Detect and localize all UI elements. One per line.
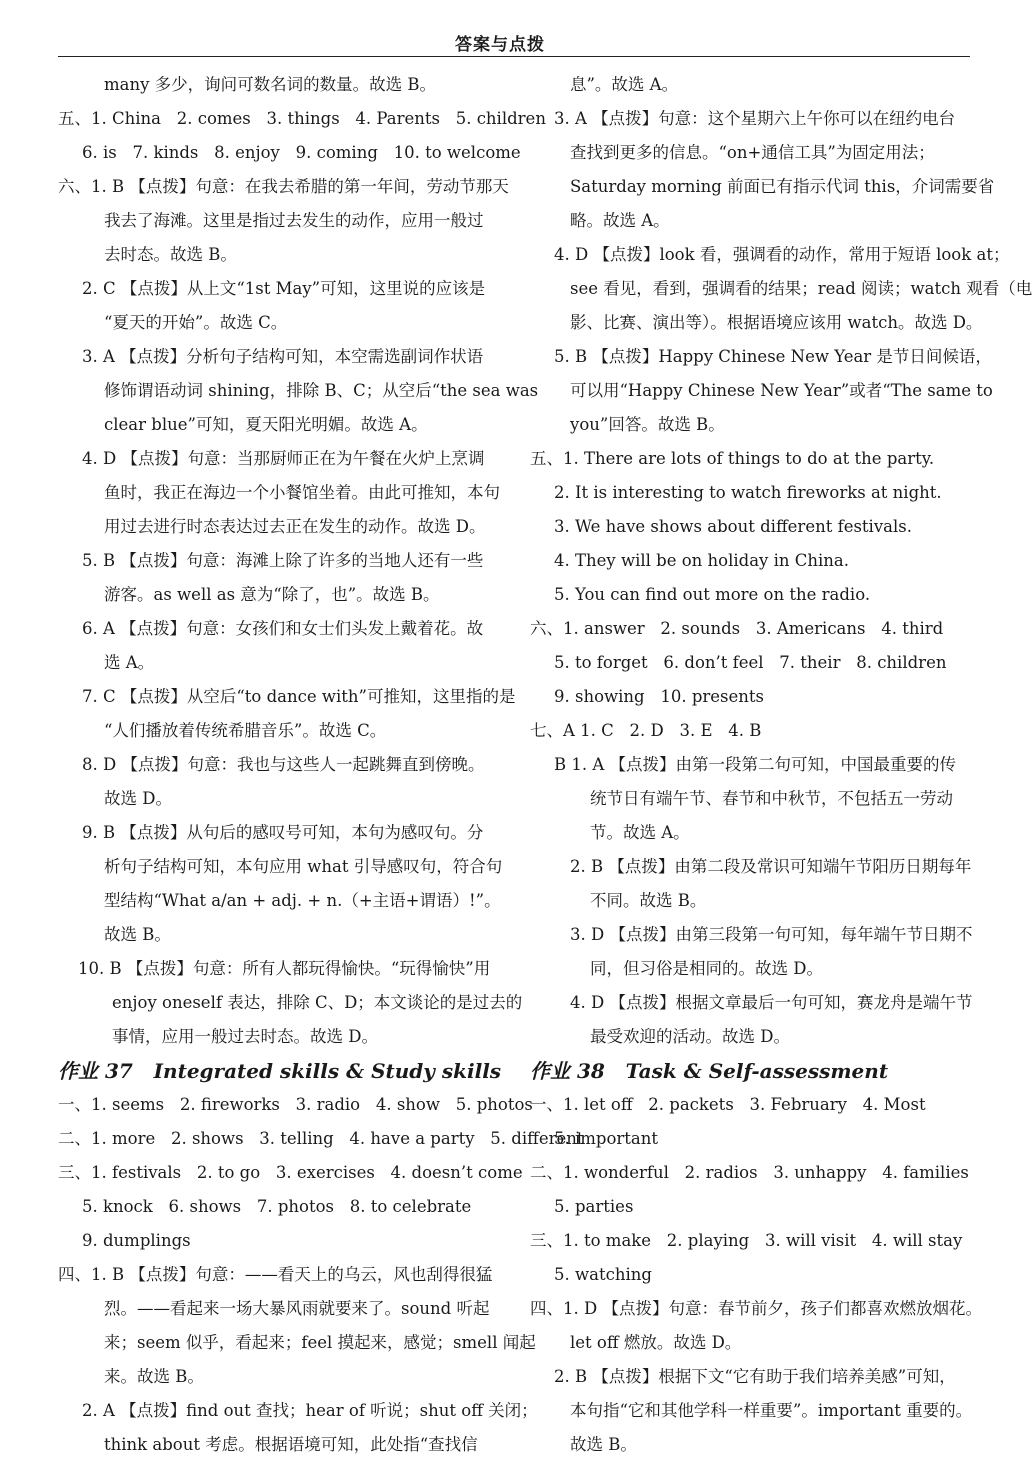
answer-line: 六、1. B 【点拨】句意：在我去希腊的第一年间，劳动节那天 <box>58 177 509 196</box>
answer-line: 故选 B。 <box>570 1435 637 1454</box>
answer-line: 五、1. China 2. comes 3. things 4. Parents 5. children <box>58 109 546 128</box>
answer-line: 一、1. let off 2. packets 3. February 4. Most <box>530 1095 926 1114</box>
answer-line: 六、1. answer 2. sounds 3. Americans 4. third <box>530 619 944 638</box>
left-column <box>58 68 584 1462</box>
answer-line: 5. watching <box>554 1265 652 1284</box>
answer-line: 5. important <box>554 1129 659 1148</box>
answer-line: 2. It is interesting to watch fireworks at night. <box>554 483 942 502</box>
answer-line: 10. B 【点拨】句意：所有人都玩得愉快。“玩得愉快”用 <box>78 959 491 978</box>
answer-line: 事情，应用一般过去时态。故选 D。 <box>112 1027 378 1046</box>
answer-line: 最受欢迎的活动。故选 D。 <box>590 1027 790 1046</box>
answer-line: 节。故选 A。 <box>590 823 690 842</box>
answer-line: 二、1. more 2. shows 3. telling 4. have a party 5. different <box>58 1129 584 1148</box>
answer-line: 查找到更多的信息。“on+通信工具”为固定用法； <box>570 143 935 162</box>
answer-line: enjoy oneself 表达，排除 C、D；本文谈论的是过去的 <box>112 993 523 1012</box>
page-header-title: 答案与点拨 <box>455 35 545 55</box>
answer-line: 5. to forget 6. don’t feel 7. their 8. children <box>554 653 947 672</box>
answer-line: Saturday morning 前面已有指示代词 this，介词需要省 <box>570 177 995 196</box>
answer-line: 选 A。 <box>104 653 155 672</box>
answer-line: 息”。故选 A。 <box>570 75 679 94</box>
answer-line: 4. D 【点拨】根据文章最后一句可知，赛龙舟是端午节 <box>570 993 973 1012</box>
answer-line: 我去了海滩。这里是指过去发生的动作，应用一般过 <box>104 211 484 230</box>
answer-line: 游客。as well as 意为“除了，也”。故选 B。 <box>104 585 440 604</box>
answer-line: 故选 D。 <box>104 789 172 808</box>
answer-line: 三、1. festivals 2. to go 3. exercises 4. doesn’t come <box>58 1163 523 1182</box>
answer-line: B 1. A 【点拨】由第一段第二句可知，中国最重要的传 <box>554 755 957 774</box>
answer-line: let off 燃放。故选 D。 <box>570 1333 742 1352</box>
right-column <box>530 68 1032 1462</box>
answer-line: 用过去进行时态表达过去正在发生的动作。故选 D。 <box>104 517 486 536</box>
answer-line: 不同。故选 B。 <box>590 891 707 910</box>
answer-line: 故选 B。 <box>104 925 171 944</box>
answer-line: 4. D 【点拨】look 看，强调看的动作，常用于短语 look at； <box>554 245 1010 264</box>
answer-line: 统节日有端午节、春节和中秋节，不包括五一劳动 <box>590 789 953 808</box>
answer-line: 2. B 【点拨】根据下文“它有助于我们培养美感”可知， <box>554 1367 956 1386</box>
answer-line: 影、比赛、演出等）。根据语境应该用 watch。故选 D。 <box>570 313 983 332</box>
answer-line: 5. You can find out more on the radio. <box>554 585 871 604</box>
answer-line: 5. knock 6. shows 7. photos 8. to celebrate <box>82 1197 472 1216</box>
answer-line: 二、1. wonderful 2. radios 3. unhappy 4. families <box>530 1163 969 1182</box>
answer-line: 同，但习俗是相同的。故选 D。 <box>590 959 823 978</box>
section-heading: 作业 37 Integrated skills & Study skills <box>58 1059 502 1083</box>
answer-line: 析句子结构可知，本句应用 what 引导感叹句，符合句 <box>104 857 503 876</box>
answer-line: 一、1. seems 2. fireworks 3. radio 4. show 5. photos <box>58 1095 533 1114</box>
answer-line: 去时态。故选 B。 <box>104 245 237 264</box>
answer-line: 2. A 【点拨】find out 查找；hear of 听说；shut off 关闭； <box>82 1401 538 1420</box>
answer-line: 七、A 1. C 2. D 3. E 4. B <box>530 721 762 740</box>
answer-line: “人们播放着传统希腊音乐”。故选 C。 <box>104 721 387 740</box>
header-rule <box>58 56 970 57</box>
answer-line: 2. C 【点拨】从上文“1st May”可知，这里说的应该是 <box>82 279 486 298</box>
section-heading: 作业 38 Task & Self-assessment <box>530 1059 889 1083</box>
answer-line: 略。故选 A。 <box>570 211 670 230</box>
answer-line: 4. D 【点拨】句意：当那厨师正在为午餐在火炉上烹调 <box>82 449 485 468</box>
answer-line: 9. B 【点拨】从句后的感叹号可知，本句为感叹句。分 <box>82 823 484 842</box>
answer-line: 5. B 【点拨】句意：海滩上除了许多的当地人还有一些 <box>82 551 484 570</box>
answer-line: clear blue”可知，夏天阳光明媚。故选 A。 <box>104 415 428 434</box>
answer-line: 3. A 【点拨】句意：这个星期六上午你可以在纽约电台 <box>554 109 956 128</box>
answer-line: 3. We have shows about different festivals. <box>554 517 912 536</box>
answer-line: many 多少，询问可数名词的数量。故选 B。 <box>104 75 437 94</box>
answer-line: 可以用“Happy Chinese New Year”或者“The same to <box>570 381 993 400</box>
answer-line: 7. C 【点拨】从空后“to dance with”可推知，这里指的是 <box>82 687 516 706</box>
answer-line: “夏天的开始”。故选 C。 <box>104 313 288 332</box>
answer-line: 6. is 7. kinds 8. enjoy 9. coming 10. to welcome <box>82 143 521 162</box>
answer-line: think about 考虑。根据语境可知，此处指“查找信 <box>104 1435 478 1454</box>
answer-line: 3. D 【点拨】由第三段第一句可知，每年端午节日期不 <box>570 925 973 944</box>
answer-line: 9. showing 10. presents <box>554 687 764 706</box>
answer-line: 6. A 【点拨】句意：女孩们和女士们头发上戴着花。故 <box>82 619 484 638</box>
answer-line: 烈。——看起来一场大暴风雨就要来了。sound 听起 <box>104 1299 490 1318</box>
answer-line: 鱼时，我正在海边一个小餐馆坐着。由此可推知，本句 <box>104 483 500 502</box>
answer-line: 4. They will be on holiday in China. <box>554 551 849 570</box>
answer-line: 9. dumplings <box>82 1231 191 1250</box>
answer-line: 5. B 【点拨】Happy Chinese New Year 是节日间候语， <box>554 347 992 366</box>
answer-line: 8. D 【点拨】句意：我也与这些人一起跳舞直到傍晚。 <box>82 755 485 774</box>
answer-line: 来。故选 B。 <box>104 1367 204 1386</box>
answer-line: 五、1. There are lots of things to do at the party. <box>530 449 935 468</box>
answer-line: 三、1. to make 2. playing 3. will visit 4. will stay <box>530 1231 963 1250</box>
answer-line: see 看见，看到，强调看的结果；read 阅读；watch 观看（电 <box>570 279 1032 298</box>
answer-line: 四、1. B 【点拨】句意：——看天上的乌云，风也刮得很猛 <box>58 1265 493 1284</box>
answer-line: 来；seem 似乎，看起来；feel 摸起来，感觉；smell 闻起 <box>104 1333 536 1352</box>
answer-line: 5. parties <box>554 1197 634 1216</box>
answer-line: 3. A 【点拨】分析句子结构可知，本空需选副词作状语 <box>82 347 484 366</box>
answer-line: you”回答。故选 B。 <box>570 415 725 434</box>
answer-line: 本句指“它和其他学科一样重要”。important 重要的。 <box>570 1401 973 1420</box>
answer-line: 修饰谓语动词 shining，排除 B、C；从空后“the sea was <box>104 381 539 400</box>
answer-line: 型结构“What a/an + adj. + n.（+主语+谓语）!”。 <box>104 891 501 910</box>
answer-line: 2. B 【点拨】由第二段及常识可知端午节阳历日期每年 <box>570 857 972 876</box>
answer-line: 四、1. D 【点拨】句意：春节前夕，孩子们都喜欢燃放烟花。 <box>530 1299 982 1318</box>
